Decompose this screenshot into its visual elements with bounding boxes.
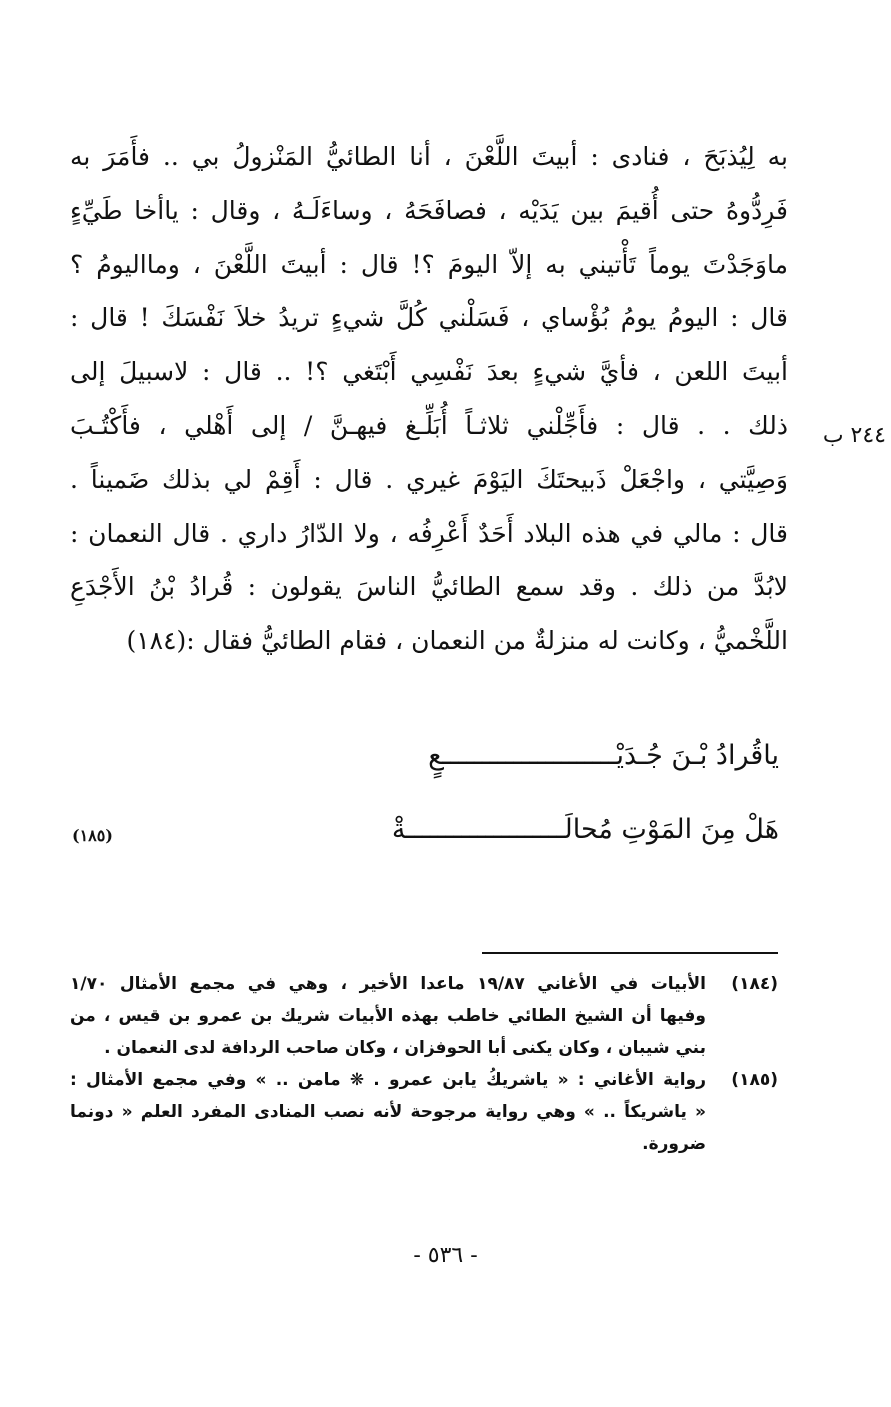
text-line: فَرِدُّوهُ حتى أُقيمَ بين يَدَيْه ، فصافَحَهُ ، وساءَلَـهُ ، وقال : ياأخا طَيِّءٍ xyxy=(70,195,788,225)
verse-line-1: ياقُرادُ بْـنَ جُـدَيْــــــــــــــــــــــعٍ xyxy=(428,740,779,771)
footnotes xyxy=(70,968,778,1160)
footnote xyxy=(70,968,778,1064)
text-line: به لِيُذبَحَ ، فنادى : أبيتَ اللَّعْنَ ، أنا الطائيُّ المَنْزولُ بي .. فأَمَرَ به xyxy=(70,142,788,171)
footnote-line: الأبيات في الأغاني ١٩/٨٧ ماعدا الأخير ، وهي في مجمع الأمثال ١/٧٠ xyxy=(70,974,706,994)
main-text xyxy=(70,130,788,668)
text-line: لابُدَّ من ذلك . وقد سمع الطائيُّ الناسَ يقولون : قُرادُ بْنُ الأَجْدَعِ xyxy=(70,572,788,602)
text-line: قال : مالي في هذه البلاد أَحَدٌ أَعْرِفُه ، ولا الدّارُ داري . قال النعمان : xyxy=(70,518,788,548)
page-number: - ٥٣٦ - xyxy=(413,1243,478,1268)
footnote-marker: (١٨٤) xyxy=(731,974,778,994)
text-line: وَصِيَّتي ، واجْعَلْ ذَبيحتَكَ اليَوْمَ غيري . قال : أَقِمْ لي بذلك ضَميناً . xyxy=(70,464,788,494)
footnote-line: « ياشريكاً .. » وهي رواية مرجوحة لأنه نصب المنادى المفرد العلم « دونما xyxy=(70,1102,706,1122)
footnote-line: وفيها أن الشيخ الطائي خاطب بهذه الأبيات شريك بن عمرو بن قيس ، من xyxy=(70,1006,706,1026)
text-line: اللَّخْميُّ ، وكانت له منزلةٌ من النعمان ، فقام الطائيُّ فقال :(١٨٤) xyxy=(126,626,788,656)
verse-line-2: هَلْ مِنَ المَوْتِ مُحالَــــــــــــــــــــةْ xyxy=(391,814,779,845)
footnote xyxy=(70,1064,778,1160)
footnote-separator xyxy=(482,952,778,954)
text-line: ماوَجَدْتَ يوماً تَأْتيني به إلاّ اليومَ ؟! قال : أبيتَ اللَّعْنَ ، وماالیومُ ؟ xyxy=(70,249,788,279)
verse-footnote-ref: (١٨٥) xyxy=(72,826,113,845)
footnote-line: ضرورة. xyxy=(642,1134,706,1154)
footnote-line: رواية الأغاني : « ياشريكُ يابن عمرو . ❋ مامن .. » وفي مجمع الأمثال : xyxy=(70,1070,706,1090)
text-line: قال : اليومُ يومُ بُؤْساي ، فَسَلْني كُلَّ شيءٍ تريدُ خلاَ نَفْسَكَ ! قال : xyxy=(70,303,788,333)
text-line: أبيتَ اللعن ، فأيَّ شيءٍ بعدَ نَفْسِي أَبْتَغي ؟! .. قال : لاسبيلَ إلى xyxy=(70,357,788,387)
text-line: ذلك . . قال : فأَجِّلْني ثلاثـاً أُبَلِّـغ فيهـنَّ / إلى أَهْلي ، فأَكْتُـبَ xyxy=(70,410,788,440)
footnote-line: بني شيبان ، وكان يكنى أبا الحوفزان ، وكان صاحب الردافة لدى النعمان . xyxy=(104,1038,706,1058)
manuscript-folio-note: ٢٤٤ ب xyxy=(822,423,886,448)
footnote-marker: (١٨٥) xyxy=(731,1070,778,1090)
